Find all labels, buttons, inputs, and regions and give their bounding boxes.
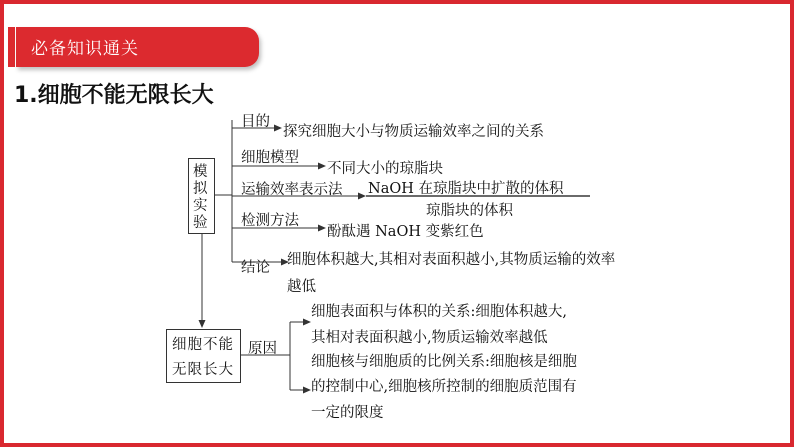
reason-line-4: 的控制中心,细胞核所控制的细胞质范围有: [311, 379, 577, 395]
cell-box-line-1: 细胞不能: [172, 337, 234, 353]
model-label: 细胞模型: [241, 150, 299, 166]
reason-label: 原因: [248, 341, 277, 357]
purpose-text: 探究细胞大小与物质运输效率之间的关系: [283, 124, 544, 140]
reason-line-5: 一定的限度: [311, 405, 384, 421]
method-label: 检测方法: [241, 213, 299, 229]
reason-line-3: 细胞核与细胞质的比例关系:细胞核是细胞: [311, 354, 577, 370]
reason-line-1: 细胞表面积与体积的关系:细胞体积越大,: [311, 304, 567, 320]
cell-box-line-2: 无限长大: [172, 362, 234, 378]
experiment-char-3: 实: [193, 198, 208, 214]
efficiency-label: 运输效率表示法: [241, 182, 343, 198]
method-text: 酚酞遇 NaOH 变紫红色: [327, 224, 484, 240]
efficiency-denominator: 琼脂块的体积: [426, 203, 513, 219]
section-title: 1.细胞不能无限长大: [14, 83, 214, 108]
model-text: 不同大小的琼脂块: [327, 161, 443, 177]
banner-label: 必备知识通关: [31, 39, 139, 59]
experiment-char-4: 验: [193, 215, 208, 231]
conclusion-line-2: 越低: [287, 279, 316, 295]
reason-line-2: 其相对表面积越小,物质运输效率越低: [311, 330, 548, 346]
experiment-char-2: 拟: [193, 181, 208, 197]
efficiency-numerator: NaOH 在琼脂块中扩散的体积: [368, 181, 564, 197]
experiment-char-1: 模: [193, 164, 208, 180]
purpose-label: 目的: [241, 114, 270, 130]
conclusion-line-1: 细胞体积越大,其相对表面积越小,其物质运输的效率: [287, 252, 616, 268]
conclusion-label: 结论: [241, 260, 270, 276]
